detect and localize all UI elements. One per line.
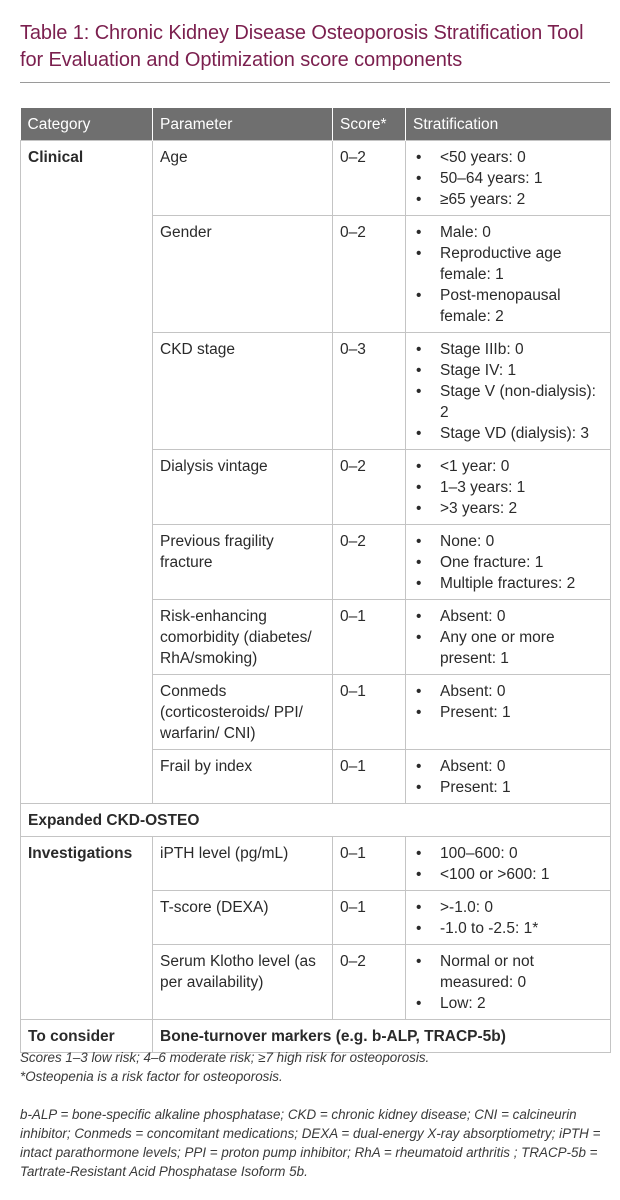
table-row xyxy=(21,945,611,1020)
table-body xyxy=(21,141,611,1053)
header-row xyxy=(21,108,611,141)
stratification-item: • One fracture: 1 xyxy=(413,552,604,573)
stratification-cell xyxy=(406,750,611,804)
score-cell: 0–1 xyxy=(333,837,406,891)
stratification-list xyxy=(413,531,604,594)
stratification-list xyxy=(413,606,604,669)
stratification-list xyxy=(413,843,604,885)
stratification-item: • Present: 1 xyxy=(413,777,604,798)
footnote-osteopenia: *Osteopenia is a risk factor for osteoporosis. xyxy=(20,1069,283,1084)
header-score: Score* xyxy=(333,108,406,141)
stratification-item: • 100–600: 0 xyxy=(413,843,604,864)
stratification-item: • Absent: 0 xyxy=(413,681,604,702)
stratification-cell xyxy=(406,600,611,675)
score-cell: 0–2 xyxy=(333,216,406,333)
parameter-cell: Conmeds (corticosteroids/ PPI/ warfarin/ CNI) xyxy=(153,675,333,750)
table-title: Table 1: Chronic Kidney Disease Osteoporosis Stratification Tool for Evaluation and Optimization score components xyxy=(20,22,584,71)
parameter-cell: Gender xyxy=(153,216,333,333)
stratification-cell xyxy=(406,141,611,216)
parameter-cell: CKD stage xyxy=(153,333,333,450)
consider-text: Bone-turnover markers (e.g. b-ALP, TRACP-5b) xyxy=(153,1020,611,1053)
parameter-cell: T-score (DEXA) xyxy=(153,891,333,945)
stratification-item: • None: 0 xyxy=(413,531,604,552)
table-row xyxy=(21,675,611,750)
title-divider xyxy=(20,82,610,83)
stratification-item: • ≥65 years: 2 xyxy=(413,189,604,210)
parameter-cell: iPTH level (pg/mL) xyxy=(153,837,333,891)
stratification-item: • Stage VD (dialysis): 3 xyxy=(413,423,604,444)
stratification-list xyxy=(413,456,604,519)
parameter-cell: Frail by index xyxy=(153,750,333,804)
score-cell: 0–1 xyxy=(333,600,406,675)
category-cell xyxy=(21,216,153,333)
stratification-list xyxy=(413,951,604,1014)
category-cell: Investigations xyxy=(21,837,153,891)
score-components-table xyxy=(20,108,611,1053)
score-cell: 0–3 xyxy=(333,333,406,450)
table-row xyxy=(21,891,611,945)
score-cell: 0–2 xyxy=(333,945,406,1020)
table-row xyxy=(21,141,611,216)
score-cell: 0–2 xyxy=(333,450,406,525)
stratification-item: • Stage IV: 1 xyxy=(413,360,604,381)
header-stratification: Stratification xyxy=(406,108,611,141)
table-row xyxy=(21,750,611,804)
stratification-item: • Male: 0 xyxy=(413,222,604,243)
parameter-cell: Dialysis vintage xyxy=(153,450,333,525)
footnotes xyxy=(20,1048,610,1181)
stratification-cell xyxy=(406,945,611,1020)
stratification-item: • Low: 2 xyxy=(413,993,604,1014)
table-row xyxy=(21,525,611,600)
stratification-cell xyxy=(406,216,611,333)
stratification-cell xyxy=(406,675,611,750)
stratification-list xyxy=(413,681,604,723)
stratification-item: • 50–64 years: 1 xyxy=(413,168,604,189)
table-row xyxy=(21,837,611,891)
stratification-item: • <50 years: 0 xyxy=(413,147,604,168)
stratification-item: • <100 or >600: 1 xyxy=(413,864,604,885)
stratification-item: • -1.0 to -2.5: 1* xyxy=(413,918,604,939)
stratification-item: • Stage V (non-dialysis): 2 xyxy=(413,381,604,423)
parameter-cell: Serum Klotho level (as per availability) xyxy=(153,945,333,1020)
stratification-item: • 1–3 years: 1 xyxy=(413,477,604,498)
parameter-cell: Risk-enhancing comorbidity (diabetes/ RhA/smoking) xyxy=(153,600,333,675)
score-cell: 0–1 xyxy=(333,675,406,750)
stratification-item: • Stage IIIb: 0 xyxy=(413,339,604,360)
stratification-item: • Any one or more present: 1 xyxy=(413,627,604,669)
score-cell: 0–2 xyxy=(333,141,406,216)
stratification-item: • Present: 1 xyxy=(413,702,604,723)
stratification-cell xyxy=(406,891,611,945)
consider-label: To consider xyxy=(21,1020,153,1053)
header-category: Category xyxy=(21,108,153,141)
footnote-abbreviations: b-ALP = bone-specific alkaline phosphatase; CKD = chronic kidney disease; CNI = calcineurin inhibitor; Conmeds = concomitant medications; DEXA = dual-energy X-ray absorptiometry; iPTH = intact parathormone levels; PPI = proton pump inhibitor; RhA = rheumatoid arthritis ; TRACP-5b = Tartrate-Resistant Acid Phosphatase Isoform 5b. xyxy=(20,1107,601,1179)
table-row xyxy=(21,450,611,525)
table-row xyxy=(21,216,611,333)
expanded-section-row xyxy=(21,804,611,837)
stratification-list xyxy=(413,339,604,444)
header-parameter: Parameter xyxy=(153,108,333,141)
stratification-item: • Reproductive age female: 1 xyxy=(413,243,604,285)
stratification-item: • Absent: 0 xyxy=(413,606,604,627)
category-cell xyxy=(21,333,153,450)
category-cell xyxy=(21,750,153,804)
category-cell xyxy=(21,891,153,945)
stratification-cell xyxy=(406,837,611,891)
category-cell: Clinical xyxy=(21,141,153,216)
stratification-item: • <1 year: 0 xyxy=(413,456,604,477)
score-cell: 0–1 xyxy=(333,750,406,804)
stratification-list xyxy=(413,147,604,210)
stratification-item: • Absent: 0 xyxy=(413,756,604,777)
expanded-label: Expanded CKD-OSTEO xyxy=(21,804,611,837)
stratification-item: • >-1.0: 0 xyxy=(413,897,604,918)
stratification-list xyxy=(413,756,604,798)
score-cell: 0–2 xyxy=(333,525,406,600)
stratification-cell xyxy=(406,333,611,450)
category-cell xyxy=(21,675,153,750)
table-row xyxy=(21,600,611,675)
stratification-item: • Multiple fractures: 2 xyxy=(413,573,604,594)
stratification-list xyxy=(413,897,604,939)
footnote-scores: Scores 1–3 low risk; 4–6 moderate risk; ≥7 high risk for osteoporosis. xyxy=(20,1050,430,1065)
stratification-item: • >3 years: 2 xyxy=(413,498,604,519)
stratification-item: • Post-menopausal female: 2 xyxy=(413,285,604,327)
category-cell xyxy=(21,945,153,1020)
category-cell xyxy=(21,450,153,525)
score-cell: 0–1 xyxy=(333,891,406,945)
table-row xyxy=(21,333,611,450)
category-cell xyxy=(21,525,153,600)
parameter-cell: Previous fragility fracture xyxy=(153,525,333,600)
stratification-cell xyxy=(406,525,611,600)
stratification-item: • Normal or not measured: 0 xyxy=(413,951,604,993)
category-cell xyxy=(21,600,153,675)
stratification-list xyxy=(413,222,604,327)
parameter-cell: Age xyxy=(153,141,333,216)
stratification-cell xyxy=(406,450,611,525)
